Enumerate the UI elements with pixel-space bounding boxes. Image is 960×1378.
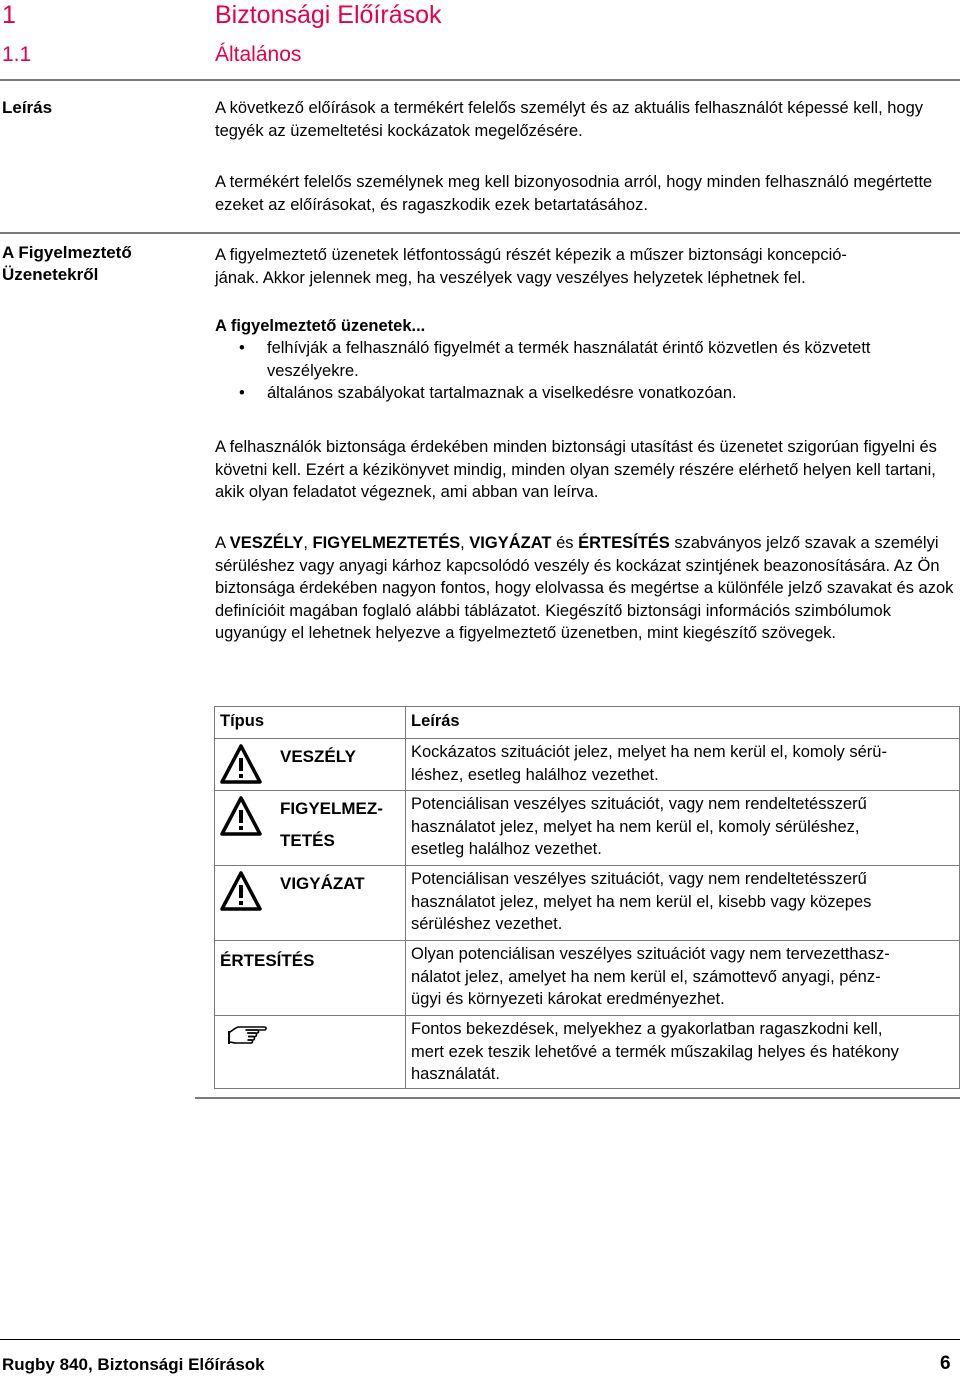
pointing-hand-icon (226, 1022, 268, 1048)
warnings-intro: A figyelmeztető üzenetek... (215, 317, 426, 335)
type-cell (215, 739, 406, 791)
section-divider (0, 232, 960, 234)
warnings-bullet-list (215, 337, 955, 405)
bullet-text: felhívják a felhasználó figyelmét a termék használatát érintő közvetlen és közvetett veszélyekre. (267, 339, 871, 380)
side-label-warnings (2, 242, 132, 286)
bullet-icon: • (239, 384, 245, 402)
description-line-2: léshez, esetleg halálhoz vezethet. (411, 765, 659, 784)
description-cell (406, 1016, 960, 1089)
signal-words-table (214, 706, 960, 1089)
type-cell (215, 941, 406, 1016)
table-row (215, 791, 960, 866)
description-line-2: mert ezek teszik lehetővé a termék műszakilag helyes és hatékony (411, 1042, 899, 1061)
section-title: Általános (215, 43, 302, 66)
table-row (215, 866, 960, 941)
warning-triangle-icon (220, 871, 262, 911)
page-number: 6 (940, 1353, 951, 1374)
side-label-line-1: A Figyelmeztető (2, 243, 132, 262)
warnings-paragraph-2: A felhasználók biztonsága érdekében minden biztonsági utasítást és üzenetet szigorúan figyelni és követni kell. Ezért a kézikönyvet mindig, minden olyan személy részére elérhető helyen kell tartani, akik olyan feladatot végeznek, ami abban van leírva. (215, 438, 937, 501)
type-label (280, 793, 383, 857)
signal-word-danger: VESZÉLY (229, 534, 304, 552)
leiras-paragraph-2: A termékért felelős személynek meg kell bizonyosodnia arról, hogy minden felhasználó megértette ezeket az előírásokat, és ragaszkodik ezek betartatásához. (215, 173, 933, 214)
list-item (215, 337, 955, 382)
p3-text-3: , (460, 534, 470, 552)
warnings-p1-line-2: jának. Akkor jelennek meg, ha veszélyek vagy veszélyes helyzetek léphetnek fel. (215, 268, 806, 287)
description-line-1: Olyan potenciálisan veszélyes szituációt vagy nem tervezetthasz- (411, 945, 890, 963)
signal-word-notice: ÉRTESÍTÉS (578, 534, 670, 552)
list-item (215, 382, 955, 405)
table-row (215, 941, 960, 1016)
description-cell (406, 791, 960, 866)
warning-triangle-icon (220, 744, 262, 784)
p3-text-1: A (215, 534, 230, 552)
warnings-p1-line-1: A figyelmeztető üzenetek létfontosságú részét képezik a műszer biztonsági koncepció- (215, 246, 847, 264)
chapter-title: Biztonsági Előírások (215, 1, 442, 29)
type-label-line-2: TETÉS (280, 831, 335, 850)
description-line-3: esetleg halálhoz vezethet. (411, 840, 602, 858)
type-label (280, 868, 365, 900)
footer-rule (0, 1339, 960, 1340)
type-cell-content (220, 793, 400, 857)
warning-triangle-icon (220, 796, 262, 836)
leiras-paragraph-1: A következő előírások a termékért felelős személyt és az aktuális felhasználót képessé kell, hogy tegyék az üzemeltetési kockázatok megelőzésére. (215, 99, 924, 140)
footer-title: Rugby 840, Biztonsági Előírások (2, 1355, 265, 1374)
type-cell (215, 791, 406, 866)
type-label-line-1: ÉRTESÍTÉS (220, 951, 315, 970)
bullet-text: általános szabályokat tartalmaznak a viselkedésre vonatkozóan. (267, 384, 737, 402)
table-bottom-divider (195, 1097, 960, 1099)
table-header-row (215, 707, 960, 739)
table-row (215, 739, 960, 791)
description-line-1: Potenciálisan veszélyes szituációt, vagy nem rendeltetésszerű (411, 795, 867, 813)
description-cell (406, 739, 960, 791)
p3-text-4: és (551, 534, 579, 552)
type-label-line-1: FIGYELMEZ- (280, 799, 383, 818)
signal-word-warning: FIGYELMEZTETÉS (312, 534, 461, 552)
type-cell (215, 866, 406, 941)
heading-divider (0, 79, 960, 81)
signal-word-caution: VIGYÁZAT (469, 534, 552, 552)
column-header-description: Leírás (406, 707, 960, 739)
type-label (280, 741, 356, 773)
description-line-3: sérüléshez vezethet. (411, 915, 563, 933)
warnings-paragraph-1 (215, 244, 955, 289)
column-header-type: Típus (215, 707, 406, 739)
bullet-icon: • (239, 339, 245, 357)
side-label-line-2: Üzenetekről (2, 265, 99, 284)
description-line-1: Potenciálisan veszélyes szituációt, vagy nem rendeltetésszerű (411, 870, 867, 888)
side-label-leiras: Leírás (2, 98, 53, 117)
type-label-line-1: VIGYÁZAT (280, 874, 365, 893)
type-cell (215, 1016, 406, 1089)
description-line-2: nálatot jelez, amelyet ha nem kerül el, számottevő anyagi, pénz- (411, 967, 881, 986)
type-cell-content (220, 868, 400, 911)
p3-text-5: szabványos jelző szavak a személyi sérüléshez vagy anyagi kárhoz kapcsolódó veszély és kockázat szintjének beazonosítására. Az Ön biztonsága érdekében nagyon fontos, hogy elolvassa és megértse a különféle jelző szavakat és azok definícióit magában foglaló alábbi táblázatot. Kiegészítő biztonsági információs szimbólumok ugyanúgy el lehetnek helyezve a figyelmeztető üzenetben, mint kiegészítő szövegek. (215, 534, 954, 642)
description-line-2: használatot jelez, melyet ha nem kerül el, kisebb vagy közepes (411, 892, 872, 911)
section-number: 1.1 (2, 43, 32, 66)
p3-text-2: , (303, 534, 313, 552)
description-cell (406, 941, 960, 1016)
table-row (215, 1016, 960, 1089)
chapter-number: 1 (2, 1, 16, 29)
description-line-1: Kockázatos szituációt jelez, melyet ha nem kerül el, komoly sérü- (411, 743, 887, 761)
description-line-3: ügyi és környezeti károkat eredményezhet. (411, 990, 725, 1008)
description-line-2: használatot jelez, melyet ha nem kerül el, komoly sérüléshez, (411, 817, 860, 836)
description-line-1: Fontos bekezdések, melyekhez a gyakorlatban ragaszkodni kell, (411, 1020, 883, 1038)
type-label-line-1: VESZÉLY (280, 747, 356, 766)
description-cell (406, 866, 960, 941)
warnings-paragraph-3 (215, 532, 955, 645)
type-cell-content (220, 741, 400, 784)
description-line-3: használatát. (411, 1065, 500, 1083)
